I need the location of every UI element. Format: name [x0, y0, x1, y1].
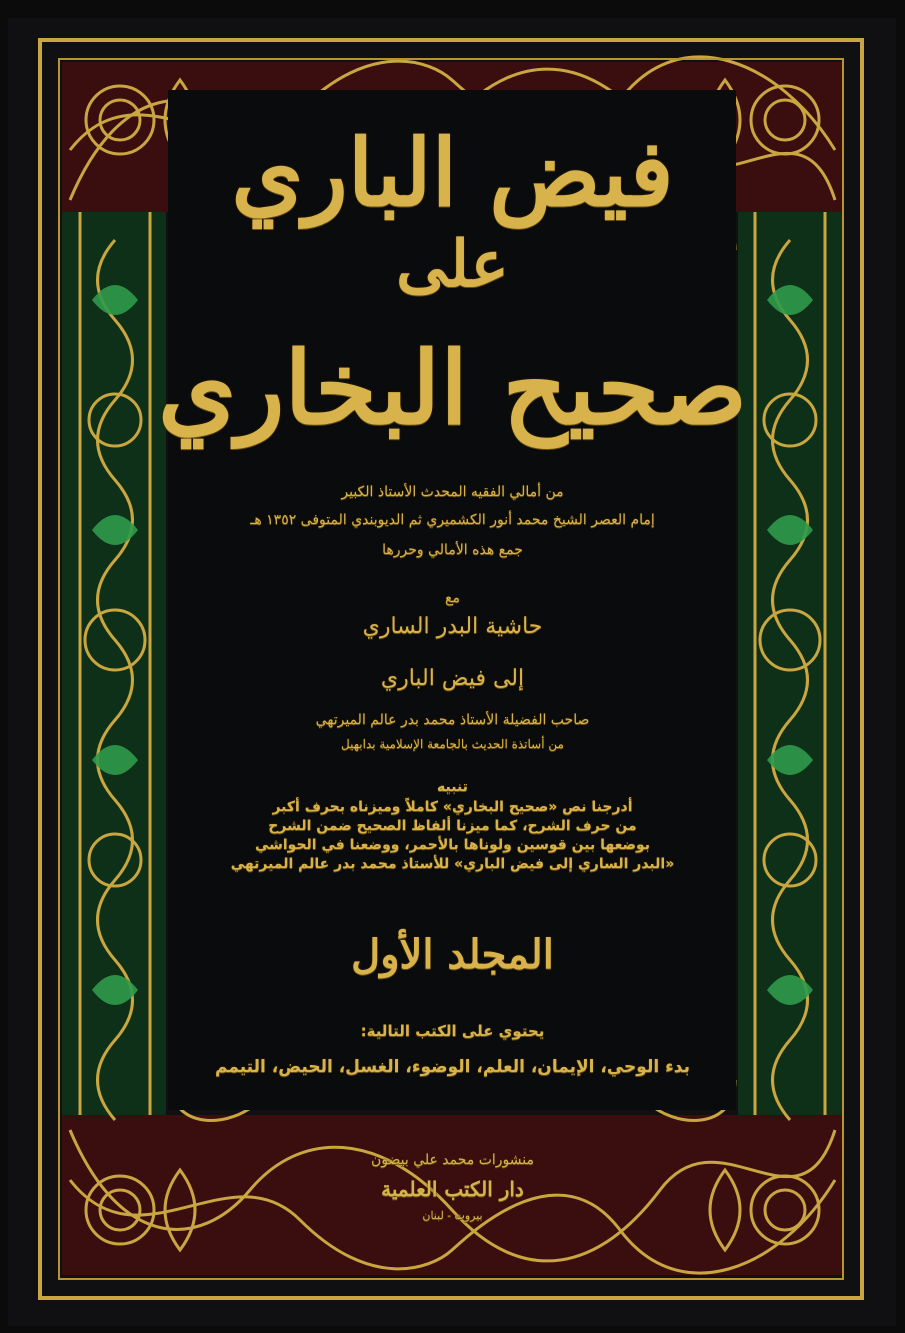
- note-line: بوضعها بين قوسين ولوناها بالأحمر، ووضعنا في الحواشي: [254, 837, 651, 853]
- note-line: «البدر الساري إلى فيض الباري» للأستاذ محمد بدر عالم الميرتهي: [230, 856, 675, 872]
- publisher-city: بيروت - لبنان: [422, 1209, 483, 1222]
- author-line-2: إمام العصر الشيخ محمد أنور الكشميري ثم الديوبندي المتوفى ١٣٥٢ هـ: [250, 512, 655, 528]
- title-line-1: فيض الباري: [231, 119, 674, 227]
- author-line-3: جمع هذه الأمالي وحررها: [382, 542, 523, 558]
- hashiya-subtitle: إلى فيض الباري: [380, 666, 525, 691]
- with-label: مع: [445, 590, 460, 606]
- contents-list: بدء الوحي، الإيمان، العلم، الوضوء، الغسل، الحيض، التيمم: [215, 1057, 690, 1077]
- hashiya-author: صاحب الفضيلة الأستاذ محمد بدر عالم الميرتهي: [315, 712, 590, 728]
- publisher-line-1: منشورات محمد علي بيضون: [370, 1152, 535, 1168]
- author-line-1: من أمالي الفقيه المحدث الأستاذ الكبير: [341, 484, 564, 500]
- contents-heading: يحتوي على الكتب التالية:: [360, 1022, 545, 1040]
- note-line: أدرجنا نص «صحيح البخاري» كاملاً وميزناه بحرف أكبر: [272, 799, 633, 815]
- title-line-3: صحيح البخاري: [157, 329, 747, 447]
- note-line: من حرف الشرح، كما ميزنا ألفاظ الصحيح ضمن الشرح: [268, 818, 637, 834]
- hashiya-title: حاشية البدر الساري: [362, 614, 543, 639]
- volume-label: المجلد الأول: [351, 931, 554, 978]
- publisher-line-2: دار الكتب العلمية: [381, 1177, 524, 1201]
- hashiya-author-institution: من أساتذة الحديث بالجامعة الإسلامية بدابهيل: [341, 737, 564, 751]
- title-line-2: على: [396, 227, 509, 302]
- note-heading: تنبيه: [437, 779, 468, 795]
